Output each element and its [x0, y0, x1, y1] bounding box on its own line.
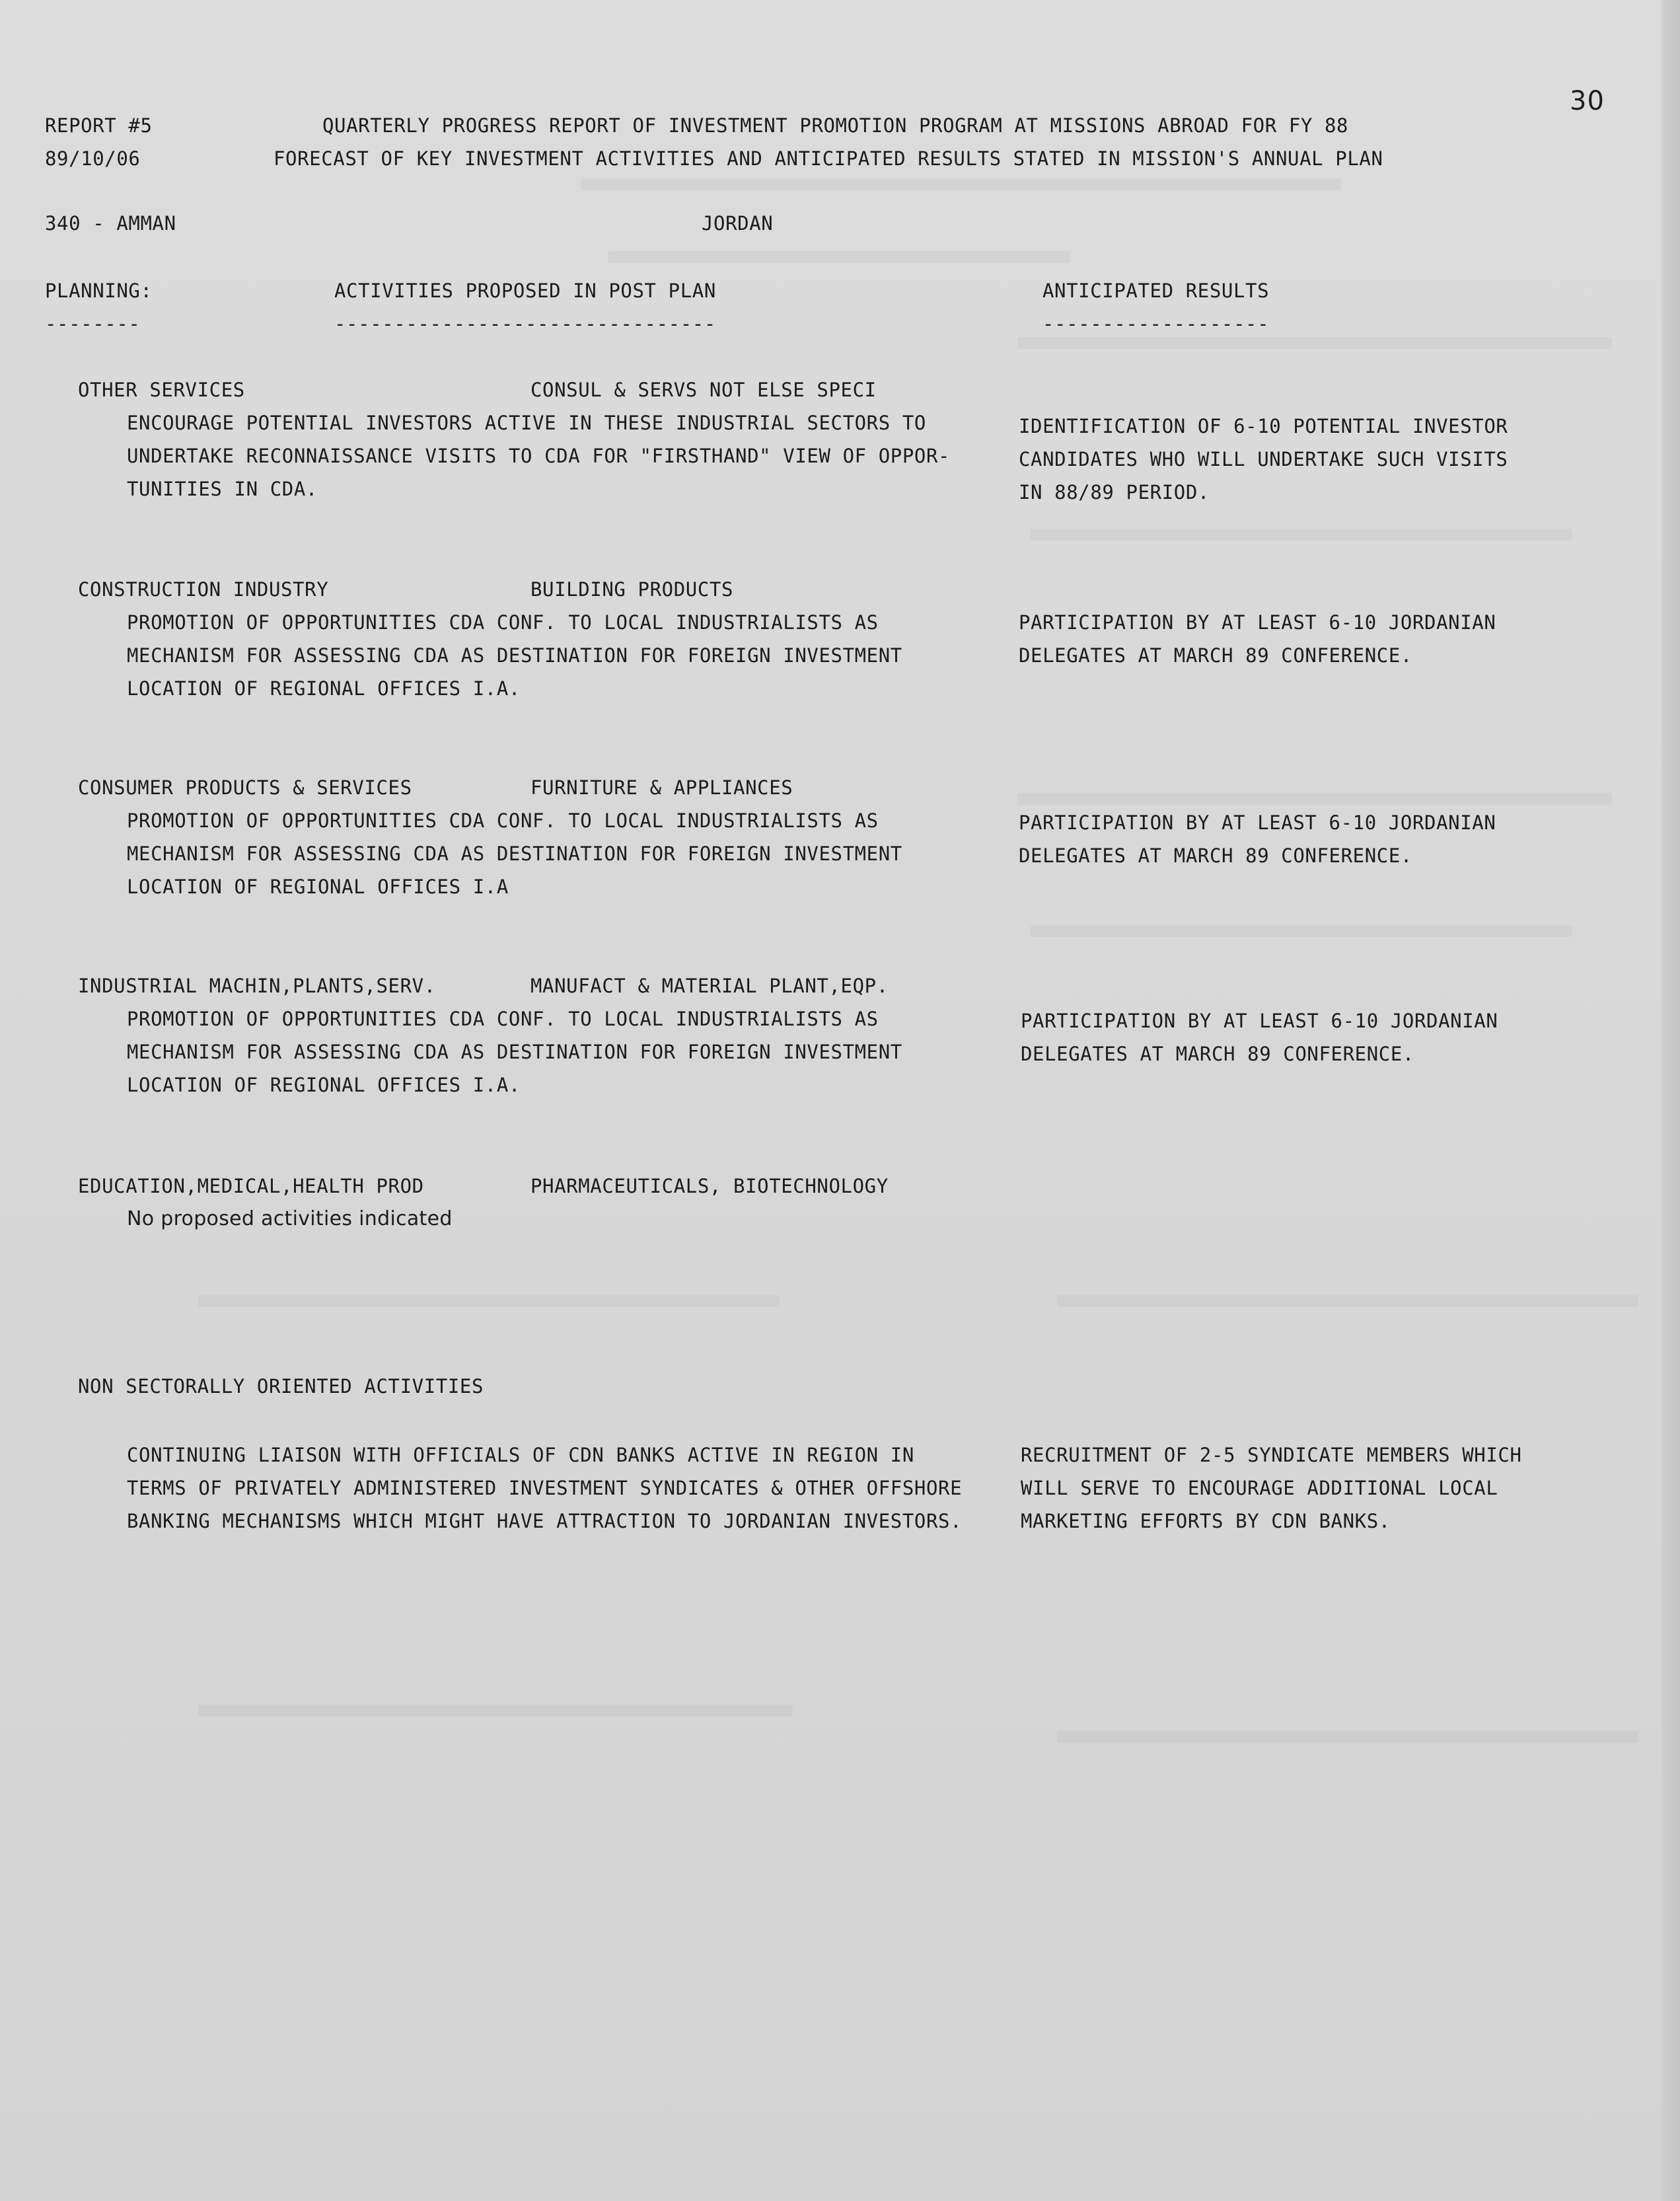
results-column-rule: -------------------	[1042, 313, 1270, 335]
sector-label: EDUCATION,MEDICAL,HEALTH PROD	[78, 1175, 424, 1197]
result-line: PARTICIPATION BY AT LEAST 6-10 JORDANIAN	[1021, 1010, 1498, 1032]
result-line: PARTICIPATION BY AT LEAST 6-10 JORDANIAN	[1019, 811, 1496, 834]
activity-line: MECHANISM FOR ASSESSING CDA AS DESTINATION FOR FOREIGN INVESTMENT	[127, 842, 902, 865]
page-number: 30	[1570, 86, 1605, 116]
activities-column-heading: ACTIVITIES PROPOSED IN POST PLAN	[334, 280, 716, 302]
activity-line: TERMS OF PRIVATELY ADMINISTERED INVESTMENT SYNDICATES & OTHER OFFSHORE	[127, 1477, 963, 1499]
subsector-label: CONSUL & SERVS NOT ELSE SPECI	[530, 379, 877, 401]
activity-line: PROMOTION OF OPPORTUNITIES CDA CONF. TO LOCAL INDUSTRIALISTS AS	[127, 611, 879, 634]
bleed-through-mark	[1057, 1731, 1638, 1743]
bleed-through-mark	[198, 1295, 780, 1307]
activity-line: LOCATION OF REGIONAL OFFICES I.A	[127, 876, 509, 898]
result-line: IN 88/89 PERIOD.	[1019, 481, 1210, 504]
activity-line: BANKING MECHANISMS WHICH MIGHT HAVE ATTRACTION TO JORDANIAN INVESTORS.	[127, 1510, 963, 1532]
result-line: DELEGATES AT MARCH 89 CONFERENCE.	[1019, 844, 1412, 867]
report-subtitle: FORECAST OF KEY INVESTMENT ACTIVITIES AND ANTICIPATED RESULTS STATED IN MISSION'S ANNUAL PLAN	[274, 147, 1383, 170]
sector-label: INDUSTRIAL MACHIN,PLANTS,SERV.	[78, 975, 436, 997]
non-sectoral-heading: NON SECTORALLY ORIENTED ACTIVITIES	[78, 1375, 484, 1398]
activity-line: PROMOTION OF OPPORTUNITIES CDA CONF. TO LOCAL INDUSTRIALISTS AS	[127, 1008, 879, 1030]
page-edge-shadow	[1662, 0, 1680, 2201]
subsector-label: FURNITURE & APPLIANCES	[530, 776, 793, 799]
result-line: WILL SERVE TO ENCOURAGE ADDITIONAL LOCAL	[1021, 1477, 1498, 1499]
mission-code: 340 - AMMAN	[45, 212, 176, 235]
activity-line: MECHANISM FOR ASSESSING CDA AS DESTINATION FOR FOREIGN INVESTMENT	[127, 644, 902, 667]
bleed-through-mark	[1057, 1295, 1638, 1307]
subsector-label: PHARMACEUTICALS, BIOTECHNOLOGY	[530, 1175, 889, 1197]
bleed-through-mark	[608, 251, 1070, 263]
result-line: PARTICIPATION BY AT LEAST 6-10 JORDANIAN	[1019, 611, 1496, 634]
results-column-heading: ANTICIPATED RESULTS	[1042, 280, 1270, 302]
subsector-label: MANUFACT & MATERIAL PLANT,EQP.	[530, 975, 889, 997]
bleed-through-mark	[1031, 529, 1572, 541]
activities-column-rule: --------------------------------	[334, 313, 716, 335]
result-line: DELEGATES AT MARCH 89 CONFERENCE.	[1019, 644, 1412, 667]
activity-line: PROMOTION OF OPPORTUNITIES CDA CONF. TO LOCAL INDUSTRIALISTS AS	[127, 809, 879, 832]
activity-line: LOCATION OF REGIONAL OFFICES I.A.	[127, 677, 521, 700]
subsector-label: BUILDING PRODUCTS	[530, 578, 734, 601]
bleed-through-mark	[1031, 925, 1572, 937]
activity-line: CONTINUING LIAISON WITH OFFICIALS OF CDN BANKS ACTIVE IN REGION IN	[127, 1444, 914, 1466]
sector-label: CONSUMER PRODUCTS & SERVICES	[78, 776, 412, 799]
bleed-through-mark	[1017, 793, 1612, 805]
result-line: CANDIDATES WHO WILL UNDERTAKE SUCH VISITS	[1019, 448, 1508, 470]
activity-line: TUNITIES IN CDA.	[127, 478, 318, 500]
sector-label: CONSTRUCTION INDUSTRY	[78, 578, 329, 601]
bleed-through-mark	[581, 178, 1341, 190]
result-line: IDENTIFICATION OF 6-10 POTENTIAL INVESTOR	[1019, 415, 1508, 437]
report-title: QUARTERLY PROGRESS REPORT OF INVESTMENT PROMOTION PROGRAM AT MISSIONS ABROAD FOR FY 88	[322, 114, 1349, 137]
activity-line: ENCOURAGE POTENTIAL INVESTORS ACTIVE IN THESE INDUSTRIAL SECTORS TO	[127, 412, 926, 434]
activity-line: UNDERTAKE RECONNAISSANCE VISITS TO CDA FOR "FIRSTHAND" VIEW OF OPPOR-	[127, 445, 951, 467]
no-activities-note: No proposed activities indicated	[127, 1207, 453, 1230]
report-date: 89/10/06	[45, 147, 141, 170]
report-id: REPORT #5	[45, 114, 153, 137]
sector-label: OTHER SERVICES	[78, 379, 245, 401]
activity-line: LOCATION OF REGIONAL OFFICES I.A.	[127, 1074, 521, 1096]
planning-column-rule: --------	[45, 313, 141, 335]
country-name: JORDAN	[702, 212, 774, 235]
bleed-through-mark	[198, 1705, 793, 1717]
planning-column-heading: PLANNING:	[45, 280, 153, 302]
result-line: RECRUITMENT OF 2-5 SYNDICATE MEMBERS WHICH	[1021, 1444, 1522, 1466]
result-line: DELEGATES AT MARCH 89 CONFERENCE.	[1021, 1043, 1414, 1065]
result-line: MARKETING EFFORTS BY CDN BANKS.	[1021, 1510, 1391, 1532]
activity-line: MECHANISM FOR ASSESSING CDA AS DESTINATION FOR FOREIGN INVESTMENT	[127, 1041, 902, 1063]
